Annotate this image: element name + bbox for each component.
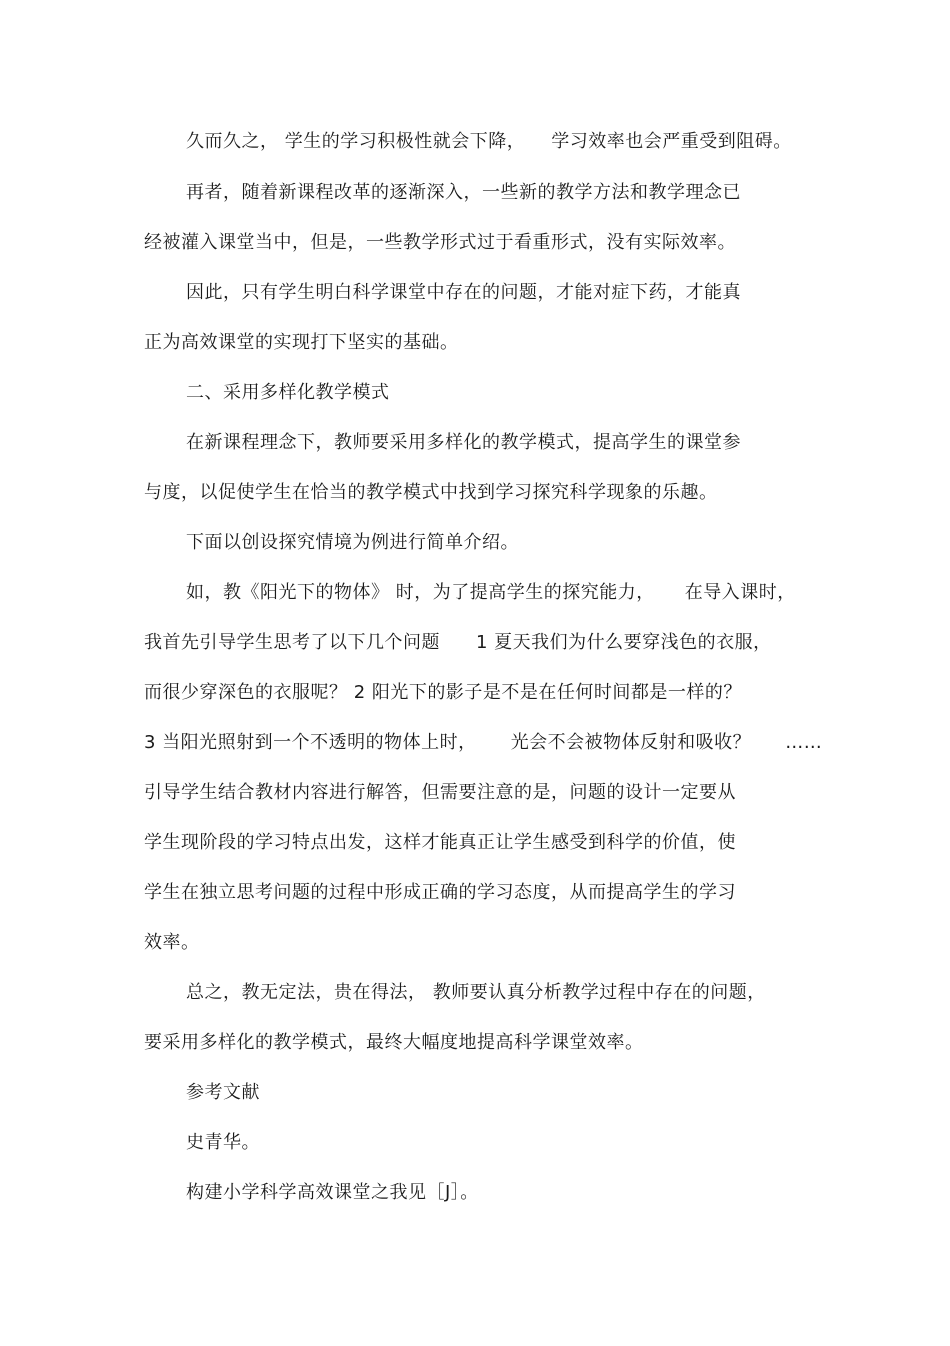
- text-line-8: [144, 481, 718, 505]
- text-segment: 总之，教无定法，贵在得法， 教师要认真分析教学过程中存在的问题，: [186, 982, 766, 1003]
- text-line-3: [144, 231, 736, 255]
- text-segment: 与度，以促使学生在恰当的教学模式中找到学习探究科学现象的乐趣。: [144, 482, 718, 503]
- text-segment: ……: [785, 732, 823, 753]
- text-segment: 在导入课时，: [684, 582, 796, 603]
- text-line-19: [144, 1031, 644, 1055]
- text-segment: 3 当阳光照射到一个不透明的物体上时，: [144, 732, 477, 753]
- section-heading: [186, 381, 390, 405]
- text-segment: 而很少穿深色的衣服呢？ 2 阳光下的影子是不是在任何时间都是一样的？: [144, 682, 742, 703]
- text-segment: 1 夏天我们为什么要穿浅色的衣服，: [476, 632, 772, 653]
- text-segment: 参考文献: [186, 1082, 260, 1103]
- text-segment: 下面以创设探究情境为例进行简单介绍。: [186, 532, 519, 553]
- text-segment: 二、采用多样化教学模式: [186, 382, 390, 403]
- text-segment: 学生在独立思考问题的过程中形成正确的学习态度，从而提高学生的学习: [144, 882, 736, 903]
- text-line-12: [144, 681, 742, 705]
- text-line-13: [144, 731, 822, 755]
- text-segment: 史青华。: [186, 1132, 260, 1153]
- text-line-1: [186, 130, 792, 154]
- text-line-14: [144, 781, 736, 805]
- text-segment: 要采用多样化的教学模式，最终大幅度地提高科学课堂效率。: [144, 1032, 644, 1053]
- text-line-17: [144, 931, 200, 955]
- reference-author: [186, 1131, 260, 1155]
- text-segment: 学习效率也会严重受到阻碍。: [551, 131, 792, 152]
- text-line-9: [186, 531, 519, 555]
- text-segment: 引导学生结合教材内容进行解答，但需要注意的是，问题的设计一定要从: [144, 782, 736, 803]
- text-segment: 久而久之， 学生的学习积极性就会下降，: [186, 131, 526, 152]
- text-segment: 我首先引导学生思考了以下几个问题: [144, 632, 440, 653]
- text-segment: 再者，随着新课程改革的逐渐深入，一些新的教学方法和教学理念已: [186, 182, 741, 203]
- text-line-4: [186, 281, 741, 305]
- text-line-11: [144, 631, 772, 655]
- text-segment: 光会不会被物体反射和吸收？: [510, 732, 752, 753]
- reference-title: [186, 1181, 479, 1205]
- text-segment: 如，教《阳光下的物体》 时，为了提高学生的探究能力，: [186, 582, 655, 603]
- text-line-2: [186, 181, 741, 205]
- text-segment: 学生现阶段的学习特点出发，这样才能真正让学生感受到科学的价值，使: [144, 832, 736, 853]
- text-line-16: [144, 881, 736, 905]
- text-segment: 构建小学科学高效课堂之我见［J］。: [186, 1182, 479, 1203]
- text-segment: 正为高效课堂的实现打下坚实的基础。: [144, 332, 459, 353]
- references-heading: [186, 1081, 260, 1105]
- text-segment: 经被灌入课堂当中，但是，一些教学形式过于看重形式，没有实际效率。: [144, 232, 736, 253]
- text-segment: 效率。: [144, 932, 200, 953]
- text-segment: 因此，只有学生明白科学课堂中存在的问题，才能对症下药，才能真: [186, 282, 741, 303]
- text-line-7: [186, 431, 741, 455]
- text-line-5: [144, 331, 459, 355]
- text-segment: 在新课程理念下，教师要采用多样化的教学模式，提高学生的课堂参: [186, 432, 741, 453]
- text-line-18: [186, 981, 766, 1005]
- text-line-15: [144, 831, 736, 855]
- text-line-10: [186, 581, 796, 605]
